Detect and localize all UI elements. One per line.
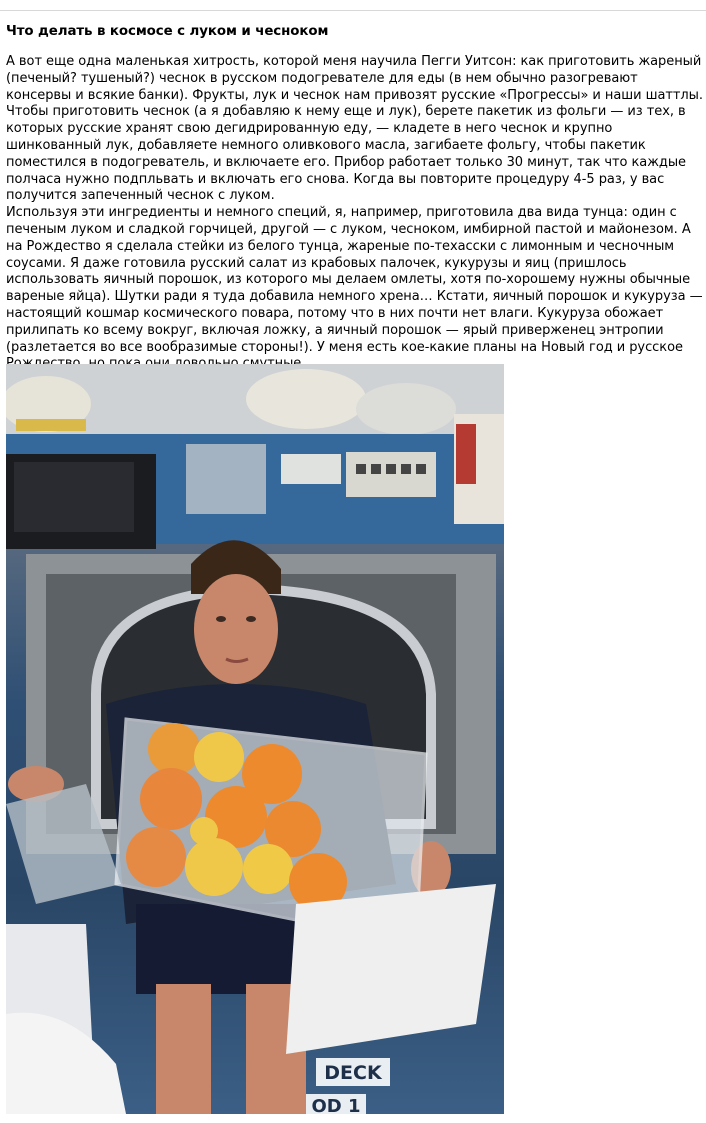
- top-divider: [0, 10, 706, 11]
- article-title: Что делать в космосе с луком и чесноком: [6, 24, 329, 39]
- article-body: [6, 54, 704, 373]
- astronaut-photo: [6, 364, 504, 1114]
- article-paragraph: А вот еще одна маленькая хитрость, которой меня научила Пегги Уитсон: как приготовить жареный (печеный? тушеный?) чеснок в русском подогревателе для еды (в нем обычно разогревают консервы и всякие банки). Фрукты, лук и чеснок нам привозят русские «Прогрессы» и наши шаттлы. Чтобы приготовить чеснок (а я добавляю к нему еще и лук), берете пакетик из фольги — из тех, в которых русские хранят свою дегидрированную еду, — кладете в него чеснок и крупно шинкованный лук, добавляете немного оливкового масла, загибаете фольгу, чтобы пакетик поместился в подогреватель, и включаете его. Прибор работает только 30 минут, так что каждые полчаса нужно подпльвать и включать его снова. Когда вы повторите процедуру 4-5 раз, у вас получится запеченный чеснок с луком.: [6, 54, 703, 204]
- article-paragraph: Используя эти ингредиенты и немного специй, я, например, приготовила два вида тунца: один с печеным луком и сладкой горчицей, другой — с луком, чесноком, имбирной пастой и майонезом. А на Рождество я сделала стейки из белого тунца, жареные по-техасски с лимонным и чесночным соусами. Я даже готовила русский салат из крабовых палочек, кукурузы и яиц (пришлось использовать яичный порошок, из которого мы делаем омлеты, хотя по-хорошему нужны обычные вареные яйца). Шутки ради я туда добавила немного хрена… Кстати, яичный порошок и кукуруза — настоящий кошмар космического повара, потому что в них почти нет влаги. Кукуруза обожает прилипать ко всему вокруг, включая ложку, а яичный порошок — ярый приверженец энтропии (разлетается во все вообразимые стороны!). У меня есть кое-какие планы на Новый год и русское: [6, 205, 703, 355]
- deck-sign-label: DECK: [324, 1062, 382, 1084]
- deck-sign-number: OD 1: [311, 1096, 361, 1114]
